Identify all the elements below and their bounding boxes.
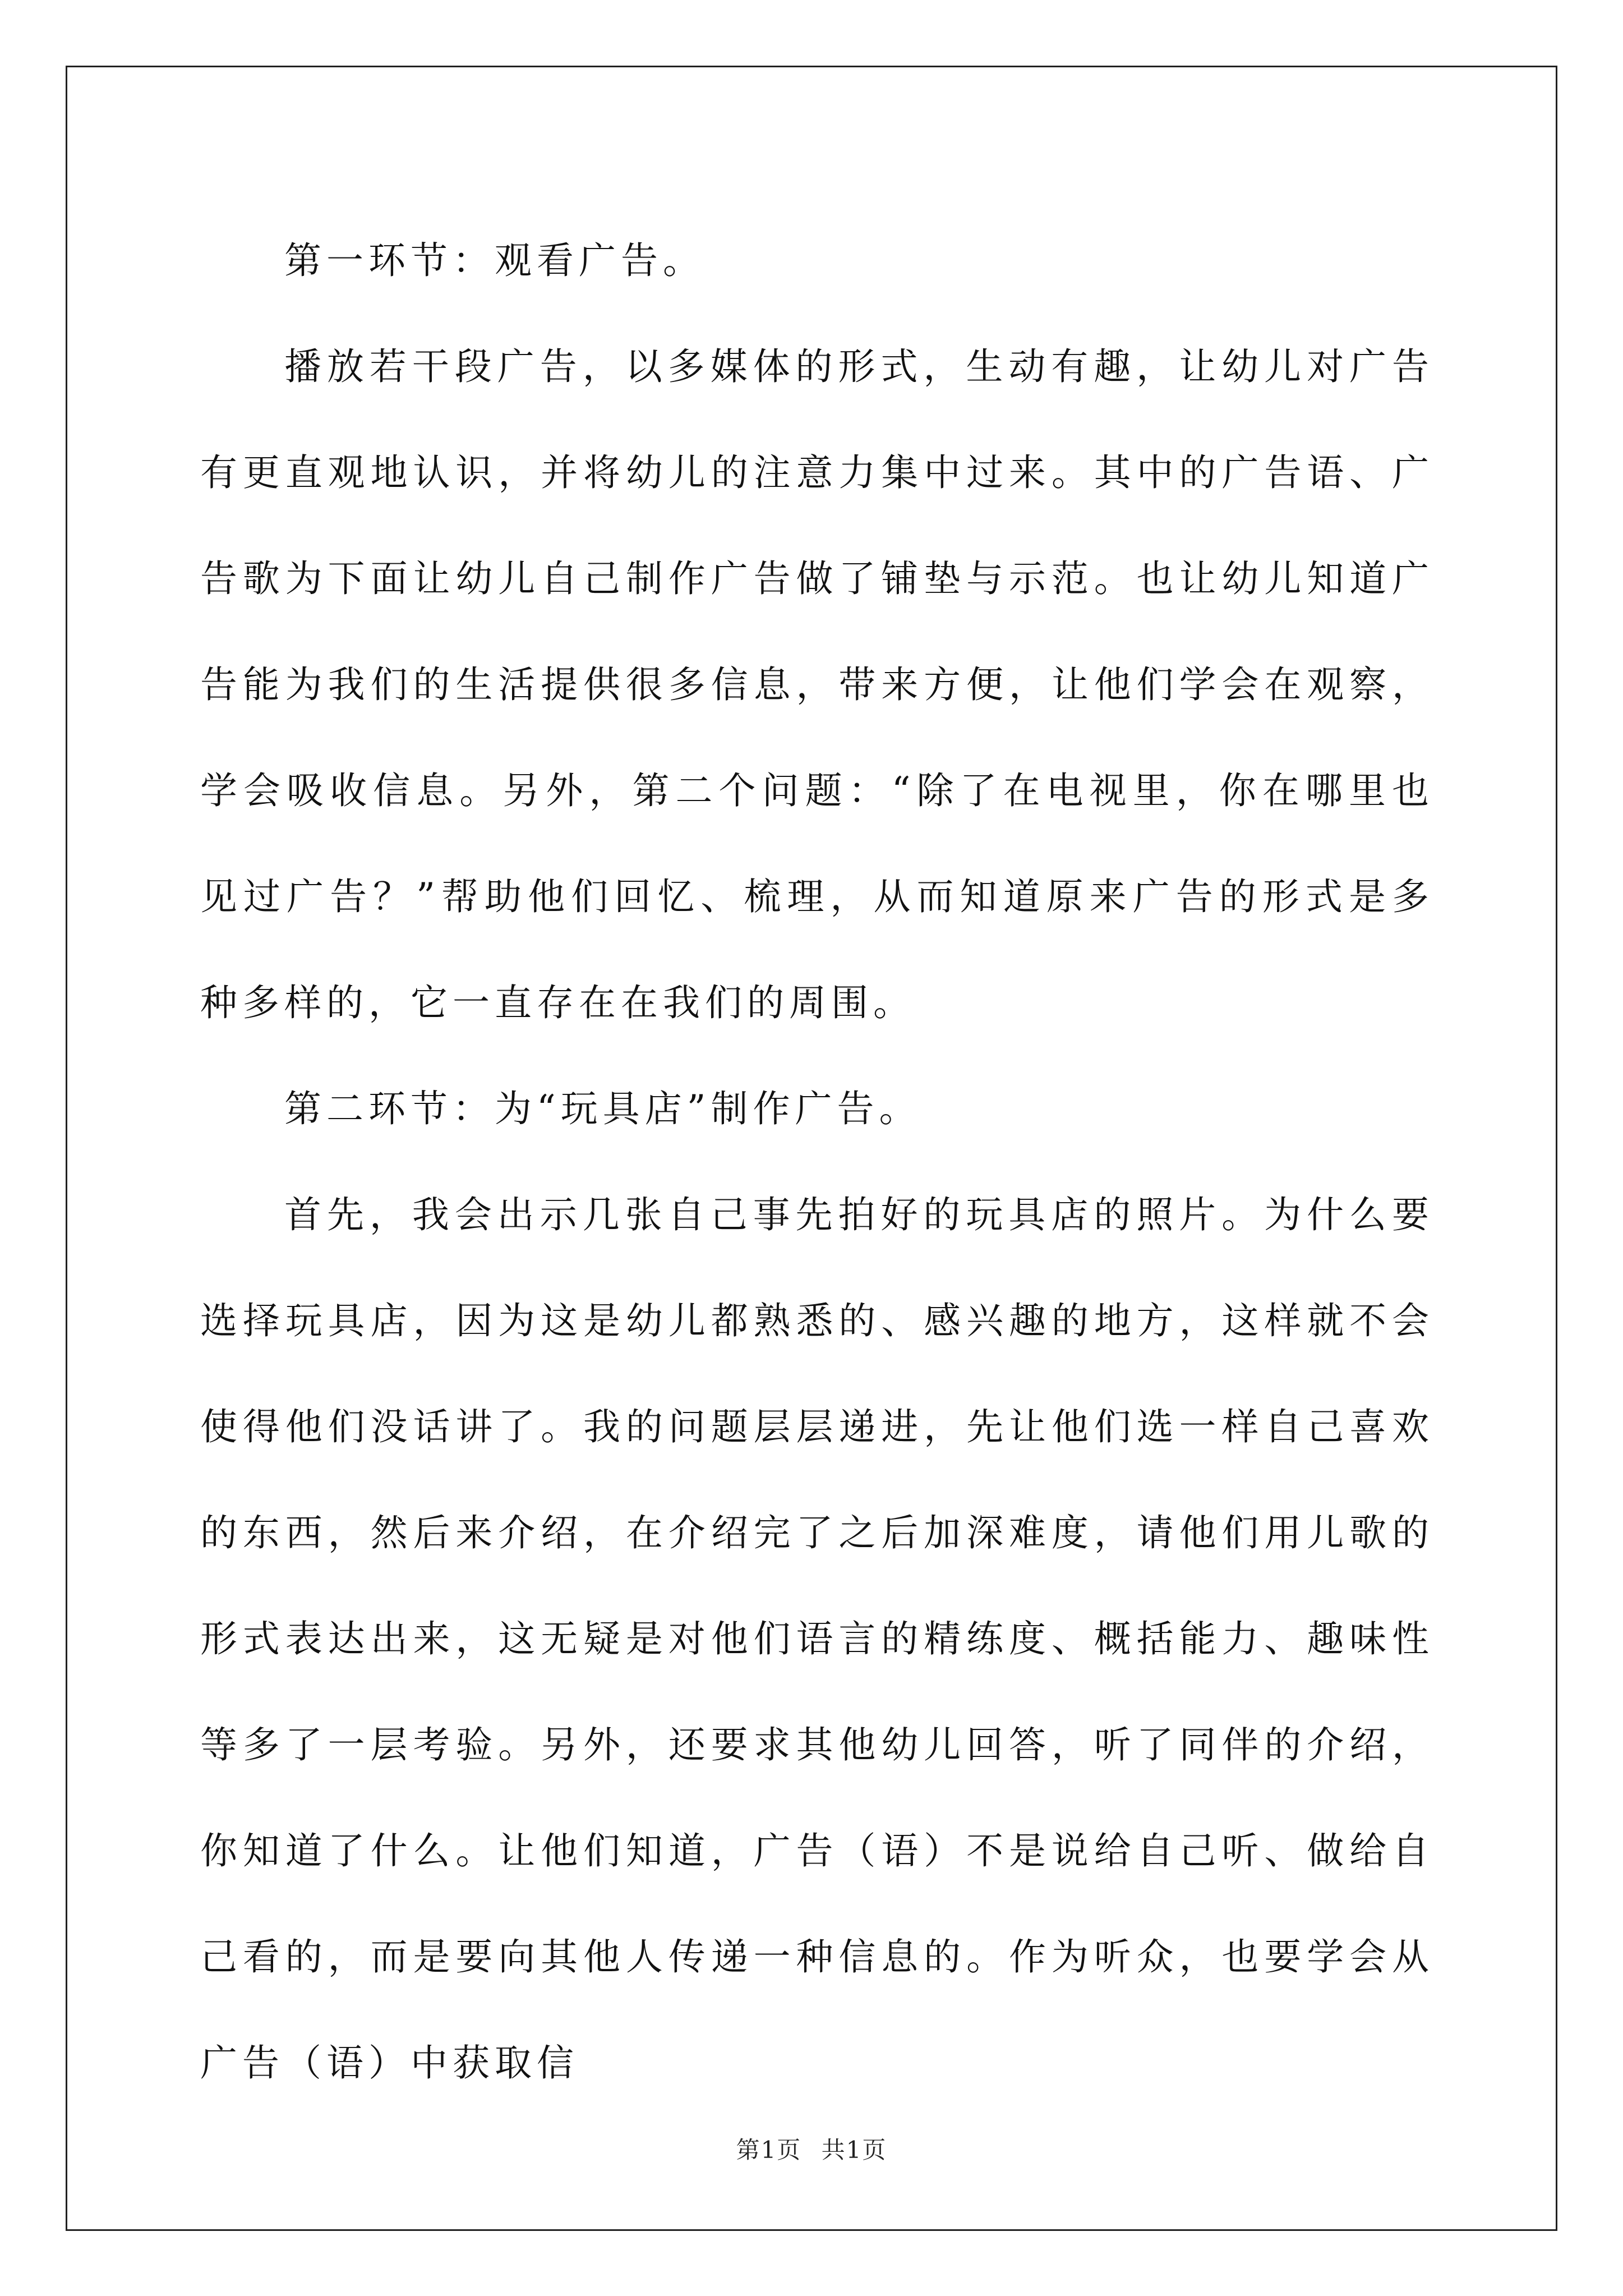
paragraph-section-1-body: 播放若干段广告，以多媒体的形式，生动有趣，让幼儿对广告有更直观地认识，并将幼儿的注意力集中过来。其中的广告语、广告歌为下面让幼儿自己制作广告做了铺垫与示范。也让幼儿知道广告能为我们的生活提供很多信息，带来方便，让他们学会在观察，学会吸收信息。另外，第二个问题：“除了在电视里，你在哪里也见过广告？”帮助他们回忆、梳理，从而知道原来广告的形式是多种多样的，它一直存在在我们的周围。 [200, 345, 1434, 1024]
page-footer [0, 2132, 1623, 2165]
paragraph-section-2-heading: 第二环节：为“玩具店”制作广告。 [284, 1087, 921, 1130]
page-total: 共1页 [821, 2136, 887, 2164]
document-body [200, 208, 1434, 2116]
paragraph-section-1-heading: 第一环节：观看广告。 [284, 239, 705, 282]
page-number: 第1页 [736, 2136, 802, 2164]
paragraph-section-2-body: 首先，我会出示几张自己事先拍好的玩具店的照片。为什么要选择玩具店，因为这是幼儿都熟悉的、感兴趣的地方，这样就不会使得他们没话讲了。我的问题层层递进，先让他们选一样自己喜欢的东西，然后来介绍，在介绍完了之后加深难度，请他们用儿歌的形式表达出来，这无疑是对他们语言的精练度、概括能力、趣味性等多了一层考验。另外，还要求其他幼儿回答，听了同伴的介绍，你知道了什么。让他们知道，广告（语）不是说给自己听、做给自己看的，而是要向其他人传递一种信息的。作为听众，也要学会从广告（语）中获取信 [200, 1193, 1434, 2085]
